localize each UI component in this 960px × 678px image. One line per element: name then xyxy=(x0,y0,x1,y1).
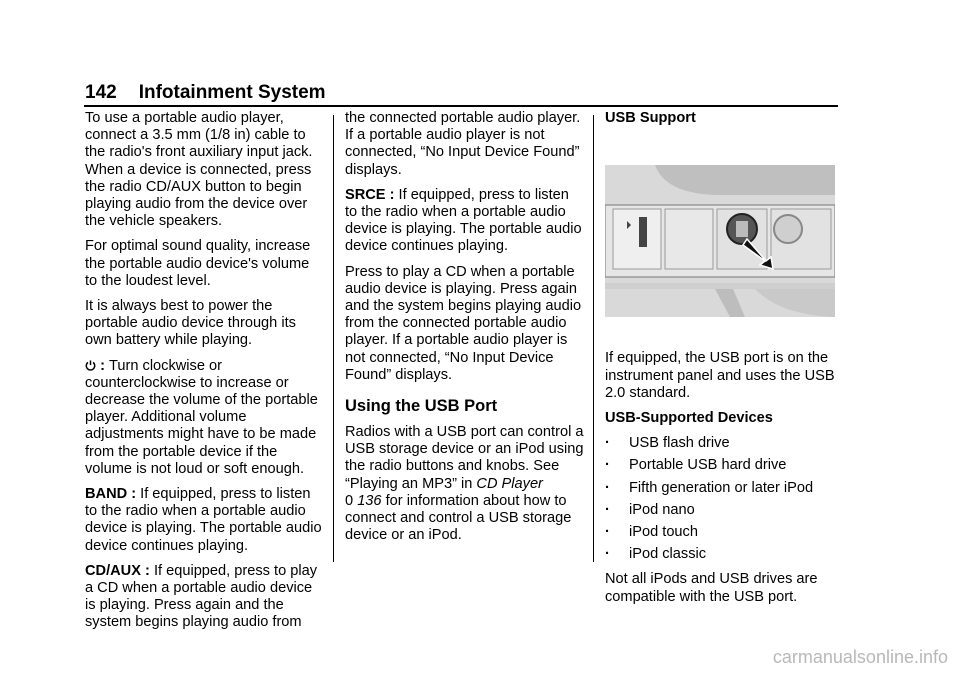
band-entry xyxy=(85,486,325,555)
band-description: If equipped, press to listen to the radio when a portable audio device is playing. The portable audio device continues playing. xyxy=(85,486,322,554)
paragraph: To use a portable audio player, connect a 3.5 mm (1/8 in) cable to the radio's front auxiliary input jack. When a device is connected, press the radio CD/AUX button to begin playing audio from the device over the vehicle speakers. xyxy=(85,110,313,230)
srce-entry xyxy=(345,187,585,256)
paragraph xyxy=(345,424,585,544)
bullet: · xyxy=(605,479,610,496)
paragraph: For optimal sound quality, increase the portable audio device's volume to the loudest level. xyxy=(85,238,311,289)
section-title: Infotainment System xyxy=(138,82,326,103)
column-2 xyxy=(345,110,585,552)
list-item: · iPod nano xyxy=(605,501,695,518)
srce-description: If equipped, press to listen to the radio when a portable audio device is playing. The portable audio device continues playing. xyxy=(345,186,582,255)
volume-description: Turn clockwise or counterclockwise to increase or decrease the volume of the portable player. Additional volume adjustments might have to be made from the portable device if the volume is not loud or soft enough. xyxy=(85,357,318,477)
page-ref-number[interactable]: 136 xyxy=(357,492,382,509)
power-volume-icon xyxy=(85,360,96,371)
paragraph: Not all iPods and USB drives are compatible with the USB port. xyxy=(605,571,818,605)
page-ref-icon: 0 xyxy=(345,492,354,509)
srce-term: SRCE : xyxy=(345,186,395,203)
list-item: · Portable USB hard drive xyxy=(605,457,787,474)
paragraph: the connected portable audio player. If a portable audio player is not connected, “No Input Device Found” displays. xyxy=(345,110,581,178)
page-header xyxy=(85,82,326,104)
column-1 xyxy=(85,110,325,640)
bullet: · xyxy=(605,435,610,452)
cd-player-link[interactable]: CD Player xyxy=(476,475,543,492)
paragraph: It is always best to power the portable audio device through its own battery while playing. xyxy=(85,298,296,349)
usb-port-illustration xyxy=(605,165,835,317)
section-heading: Using the USB Port xyxy=(345,397,498,416)
list-item: · Fifth generation or later iPod xyxy=(605,479,814,496)
volume-term xyxy=(85,358,109,374)
usb-intro-text: Radios with a USB port can control a USB storage device or an iPod using the radio buttons and knobs. See “Playing an MP3” in xyxy=(345,424,584,492)
usb-intro-text-cont: for information about how to connect and control a USB storage device or an iPod. xyxy=(345,492,572,544)
cdaux-entry xyxy=(85,563,325,632)
bullet: · xyxy=(605,501,610,518)
bullet: · xyxy=(605,524,610,541)
paragraph: If equipped, the USB port is on the instrument panel and uses the USB 2.0 standard. xyxy=(605,350,835,401)
cdaux-description: If equipped, press to play a CD when a portable audio device is playing. Press again and the system begins playing audio from xyxy=(85,562,318,631)
page-number: 142 xyxy=(85,82,117,103)
column-divider xyxy=(333,115,334,562)
bullet: · xyxy=(605,457,610,474)
paragraph: Press to play a CD when a portable audio device is playing. Press again and the system begins playing audio from the connected portable audio player. If a portable audio player is not connected, “No Input Device Found” displays. xyxy=(345,263,582,383)
header-rule xyxy=(84,105,838,107)
bullet: · xyxy=(605,546,610,563)
list-item: · USB flash drive xyxy=(605,435,730,452)
column-3 xyxy=(605,110,845,614)
volume-colon: : xyxy=(100,357,105,374)
cdaux-term: CD/AUX : xyxy=(85,562,150,579)
band-term: BAND : xyxy=(85,486,137,503)
usb-supported-devices-heading: USB-Supported Devices xyxy=(605,410,773,427)
list-item: · iPod classic xyxy=(605,546,707,563)
volume-entry xyxy=(85,358,325,478)
column-divider xyxy=(593,115,594,562)
watermark: carmanualsonline.info xyxy=(772,647,948,667)
usb-support-heading: USB Support xyxy=(605,110,696,126)
list-item: · iPod touch xyxy=(605,524,698,541)
usb-devices-list xyxy=(605,435,845,563)
